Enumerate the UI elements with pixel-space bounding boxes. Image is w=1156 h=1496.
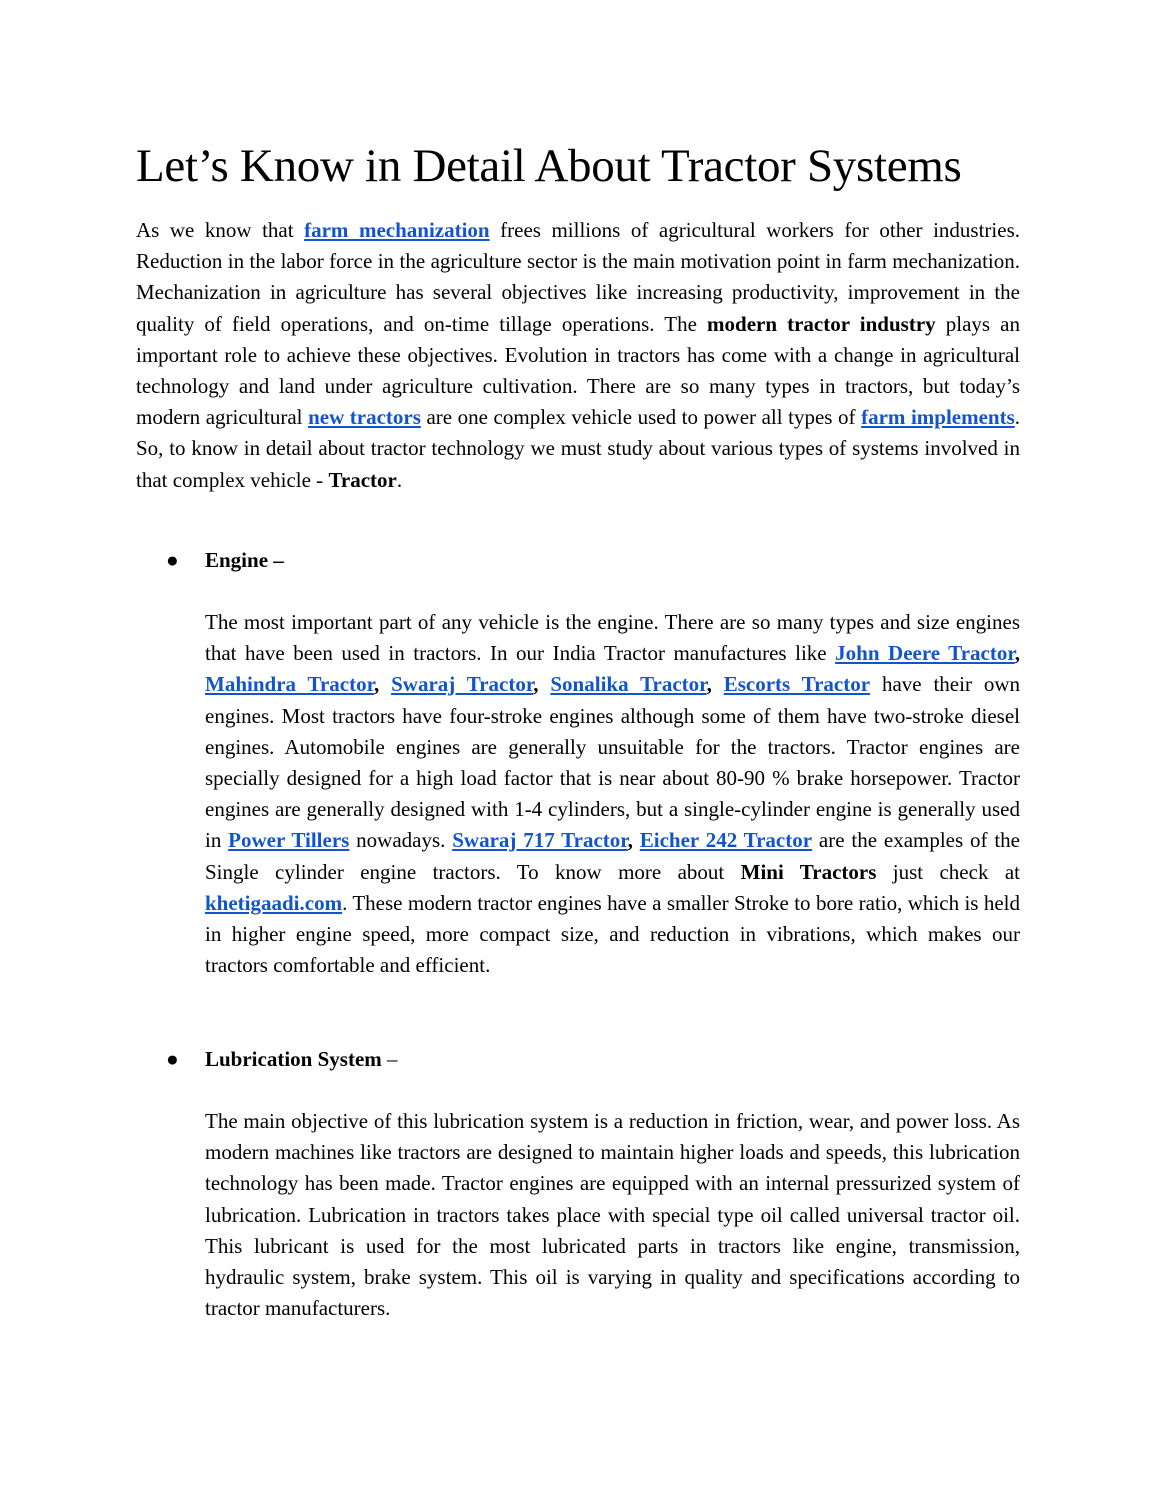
text-run: plays an important role to achieve these objectives. Evolution in tractors has come with a change in agricultural technology and land under agriculture cultivation. There are so many types in tractors, but today’s modern agricultural [136,311,1021,430]
inline-link[interactable]: Mahindra Tractor [205,672,374,697]
text-run: are the examples of the Single cylinder engine tractors. To know more about [205,828,1020,884]
inline-link[interactable]: Swaraj Tractor [391,672,534,697]
text-run: just check at [876,859,1020,884]
text-run: . So, to know in detail about tractor technology we must study about various types of systems involved in that complex vehicle - [136,405,1021,492]
bold-text: , [373,672,392,697]
inline-link[interactable]: farm mechanization [304,218,490,242]
bullet-icon: ● [166,1047,179,1071]
bold-text: , [1014,641,1020,666]
heading-text: Lubrication System [205,1047,382,1071]
engine-paragraph [205,607,1020,981]
text-run: The main objective of this lubrication system is a reduction in friction, wear, and power loss. As modern machines like tractors are designed to maintain higher loads and speeds, this lubrication technology has been made. Tractor engines are equipped with an internal pressurized system of lubrication. Lubrication in tractors takes place with special type oil called universal tractor oil. This lubricant is used for the most lubricated parts in tractors like engine, transmission, hydraulic system, brake system. This oil is varying in quality and specifications according to tractor manufacturers. [205,1109,1020,1321]
page-title: Let’s Know in Detail About Tractor Systems [136,140,962,192]
inline-link[interactable]: Escorts Tractor [723,672,871,697]
text-run: . These modern tractor engines have a smaller Stroke to bore ratio, which is held in higher engine speed, more compact size, and reduction in vibrations, which makes our tractors comfortable and efficient. [205,890,1020,978]
lubrication-paragraph [205,1106,1020,1324]
heading-dash: – [381,1047,398,1071]
heading-dash: – [268,548,284,572]
inline-link[interactable]: Power Tillers [228,828,350,853]
bold-text: , [627,828,640,853]
bullet-icon: ● [166,548,179,572]
bold-text: modern tractor industry [707,311,936,336]
bold-text: Mini Tractors [740,859,877,884]
inline-link[interactable]: Eicher 242 Tractor [639,828,813,853]
inline-link[interactable]: new tractors [308,405,421,430]
inline-link[interactable]: farm implements [861,405,1015,430]
bold-text: , [533,672,551,697]
inline-link[interactable]: Swaraj 717 Tractor [452,828,628,853]
text-run: frees millions of agricultural workers for other industries. Reduction in the labor force in the agriculture sector is the main motivation point in farm mechanization. Mechanization in agriculture has several objectives like increasing productivity, improvement in the quality of field operations, and on-time tillage operations. The [136,218,1020,336]
inline-link[interactable]: Sonalika Tractor [550,672,707,697]
text-run: are one complex vehicle used to power all types of [420,405,862,430]
text-run: have their own engines. Most tractors have four-stroke engines although some of them have two-stroke diesel engines. Automobile engines are generally unsuitable for the tractors. Tractor engines are specially designed for a high load factor that is near about 80-90 % brake horsepower. Tractor engines are generally designed with 1-4 cylinders, but a single-cylinder engine is generally used in [205,672,1020,853]
section-heading-engine [205,545,284,576]
heading-text: Engine [205,548,269,572]
inline-link[interactable]: khetigaadi.com [205,890,343,915]
text-run: As we know that [136,218,305,242]
bold-text: Tractor [328,467,397,492]
inline-link[interactable]: John Deere Tractor [835,641,1015,666]
text-run: The most important part of any vehicle is the engine. There are so many types and size engines that have been used in tractors. In our India Tractor manufactures like [205,610,1020,666]
text-run: nowadays. [349,828,453,853]
section-heading-lubrication [205,1044,398,1075]
bold-text: , [706,672,724,697]
intro-paragraph [136,215,1020,496]
text-run: . [396,467,403,492]
